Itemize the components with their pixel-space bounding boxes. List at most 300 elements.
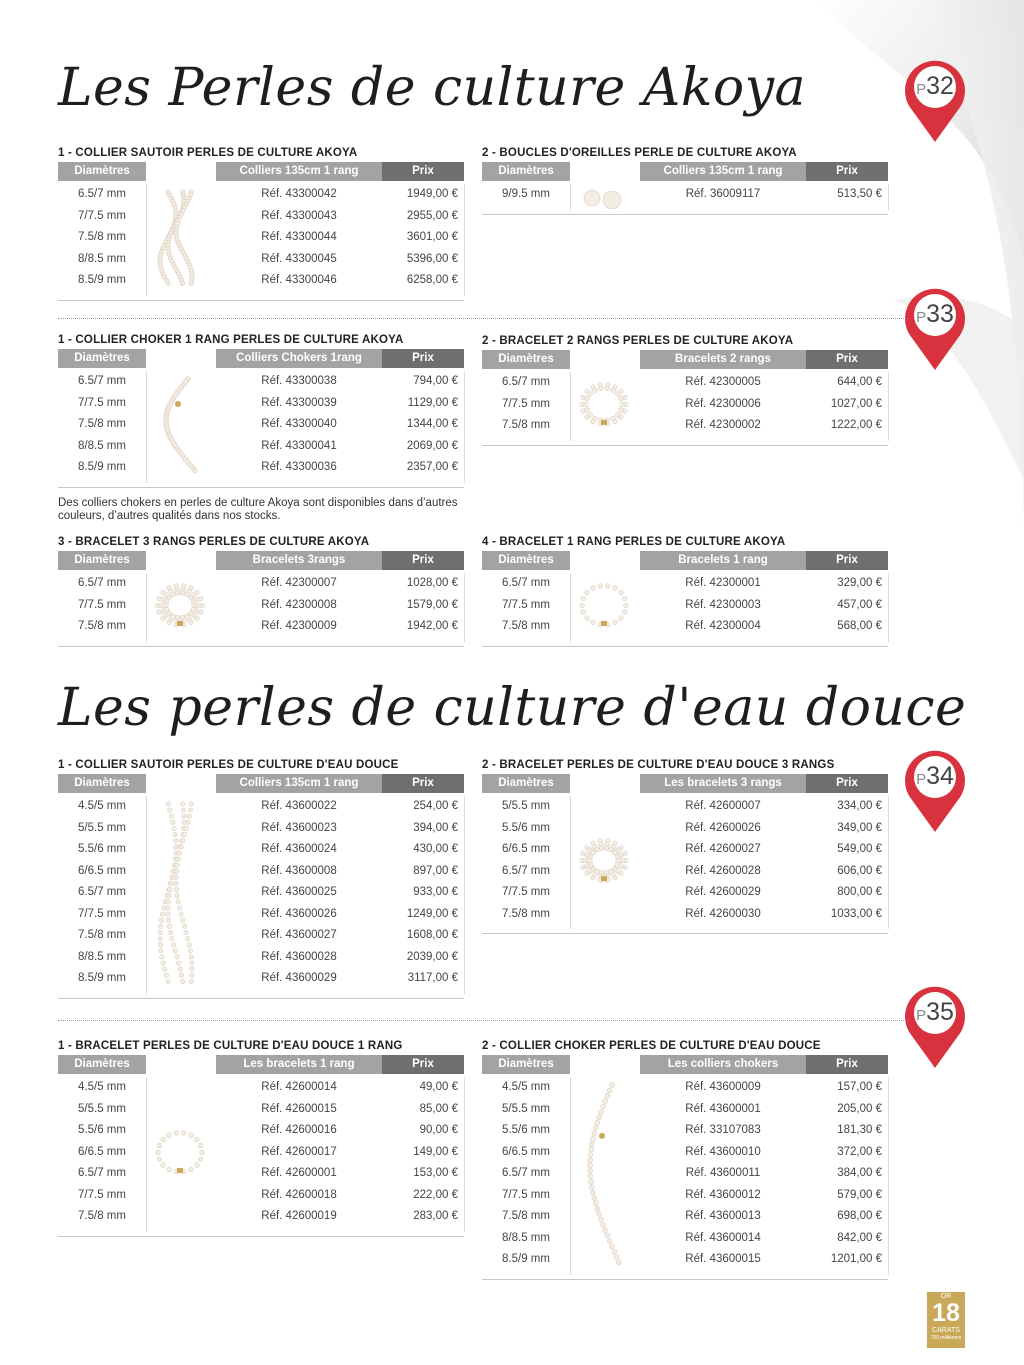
pin-prefix: P	[916, 81, 927, 98]
price-cell: 606,00 €	[837, 864, 882, 877]
reference-cell: Réf. 43600028	[261, 950, 337, 963]
product-block	[482, 756, 892, 925]
table-row	[58, 227, 468, 249]
product-title: 2 - COLLIER CHOKER PERLES DE CULTURE D'EAU DOUCE	[482, 1040, 821, 1052]
table-header	[58, 551, 468, 570]
table-row	[58, 1142, 468, 1164]
table-header	[58, 162, 468, 181]
diameter-cell: 7/7.5 mm	[502, 886, 550, 898]
logo-top: OR	[940, 1293, 952, 1300]
header-collection: Bracelets 1 rang	[640, 551, 806, 570]
diameter-cell: 6/6.5 mm	[502, 1145, 550, 1158]
table-row	[482, 394, 892, 416]
table-header	[482, 350, 892, 369]
pin-number: 34	[926, 762, 954, 790]
diameter-cell: 7.5/8 mm	[502, 1210, 550, 1222]
reference-cell: Réf. 43600011	[685, 1167, 761, 1179]
header-collection: Bracelets 2 rangs	[640, 350, 806, 369]
table-bottom-line	[482, 933, 888, 934]
price-cell: 2039,00 €	[406, 950, 458, 963]
price-cell: 222,00 €	[413, 1188, 458, 1201]
diameter-cell: 5/5.5 mm	[78, 1102, 126, 1115]
table-row	[58, 1206, 468, 1228]
pin-number: 32	[926, 72, 954, 100]
product-block	[482, 533, 892, 638]
diameter-cell: 6.5/7 mm	[78, 577, 126, 589]
dotted-separator	[58, 1020, 908, 1021]
price-cell: 1942,00 €	[406, 620, 458, 632]
header-prix: Prix	[382, 349, 464, 368]
price-cell: 430,00 €	[413, 843, 458, 855]
diameter-cell: 7/7.5 mm	[502, 598, 550, 611]
table-header	[482, 162, 892, 181]
price-cell: 283,00 €	[413, 1210, 458, 1222]
reference-cell: Réf. 42300003	[685, 598, 761, 611]
reference-cell: Réf. 43300040	[261, 418, 337, 430]
reference-cell: Réf. 42300006	[685, 397, 761, 410]
table-bottom-line	[482, 445, 888, 446]
table-row	[58, 882, 468, 904]
table-body	[482, 372, 892, 437]
price-cell: 549,00 €	[837, 843, 882, 855]
product-title: 2 - BOUCLES D'OREILLES PERLE DE CULTURE AKOYA	[482, 147, 797, 159]
price-cell: 3117,00 €	[407, 972, 458, 984]
table-row	[58, 184, 468, 206]
price-cell: 794,00 €	[413, 375, 458, 387]
table-row	[58, 947, 468, 969]
diameter-cell: 7/7.5 mm	[78, 598, 126, 611]
table-row	[58, 839, 468, 861]
table-row	[482, 882, 892, 904]
reference-cell: Réf. 43600010	[685, 1145, 761, 1158]
diameter-cell: 6.5/7 mm	[78, 375, 126, 387]
header-collection: Bracelets 3rangs	[216, 551, 382, 570]
header-prix: Prix	[806, 551, 888, 570]
page-pin-33	[902, 288, 968, 372]
table-row	[58, 457, 468, 479]
price-cell: 579,00 €	[837, 1188, 882, 1201]
table-row	[58, 968, 468, 990]
price-cell: 2955,00 €	[406, 209, 458, 222]
diameter-cell: 6.5/7 mm	[78, 1167, 126, 1179]
diameter-cell: 7/7.5 mm	[78, 907, 126, 920]
table-row	[58, 1120, 468, 1142]
header-diametres: Diamètres	[58, 551, 146, 570]
header-collection: Les bracelets 1 rang	[216, 1055, 382, 1074]
diameter-cell: 7/7.5 mm	[78, 396, 126, 409]
reference-cell: Réf. 42300001	[685, 577, 761, 589]
reference-cell: Réf. 43300036	[261, 461, 337, 473]
header-collection: Les bracelets 3 rangs	[640, 774, 806, 793]
table-row	[482, 573, 892, 595]
diameter-cell: 7.5/8 mm	[502, 907, 550, 920]
price-cell: 933,00 €	[413, 886, 458, 898]
price-cell: 49,00 €	[419, 1081, 458, 1093]
header-prix: Prix	[806, 162, 888, 181]
price-cell: 644,00 €	[837, 376, 882, 388]
table-row	[482, 839, 892, 861]
or-18-carats-logo	[927, 1292, 965, 1348]
reference-cell: Réf. 42600027	[685, 843, 761, 855]
table-row	[58, 818, 468, 840]
price-cell: 1201,00 €	[830, 1253, 882, 1265]
table-row	[58, 573, 468, 595]
logo-number: 18	[932, 1299, 960, 1327]
section-title-akoya: Les Perles de culture Akoya	[58, 58, 807, 118]
bracelet-1-row-image	[572, 575, 638, 640]
diameter-cell: 6.5/7 mm	[78, 188, 126, 200]
table-header	[58, 774, 468, 793]
price-cell: 384,00 €	[837, 1167, 882, 1179]
price-cell: 5396,00 €	[406, 252, 458, 265]
diameter-cell: 8.5/9 mm	[502, 1253, 550, 1265]
table-row	[482, 1142, 892, 1164]
table-body	[58, 573, 468, 638]
table-bottom-line	[58, 998, 464, 999]
table-header	[58, 1055, 468, 1074]
table-row	[58, 249, 468, 271]
reference-cell: Réf. 43600015	[685, 1253, 761, 1265]
price-cell: 153,00 €	[413, 1167, 458, 1179]
product-block	[58, 331, 468, 479]
table-row	[482, 861, 892, 883]
pearl-earrings-image	[572, 186, 638, 208]
price-cell: 394,00 €	[413, 821, 458, 834]
table-row	[58, 861, 468, 883]
pin-prefix: P	[916, 309, 927, 326]
product-block	[58, 756, 468, 990]
table-row	[58, 1185, 468, 1207]
table-bottom-line	[58, 646, 464, 647]
reference-cell: Réf. 43300038	[261, 375, 337, 387]
table-row	[58, 1077, 468, 1099]
reference-cell: Réf. 42600014	[261, 1081, 337, 1093]
header-collection: Colliers 135cm 1 rang	[216, 162, 382, 181]
diameter-cell: 6.5/7 mm	[502, 376, 550, 388]
table-row	[58, 206, 468, 228]
choker-necklace-image	[148, 373, 214, 481]
reference-cell: Réf. 36009117	[685, 188, 761, 200]
reference-cell: Réf. 42600029	[685, 886, 761, 898]
product-block	[58, 1037, 468, 1228]
header-prix: Prix	[382, 1055, 464, 1074]
table-bottom-line	[58, 1236, 464, 1237]
price-cell: 800,00 €	[837, 886, 882, 898]
logo-millièmes: 750 millièmes	[930, 1335, 962, 1341]
diameter-cell: 8/8.5 mm	[78, 439, 126, 452]
reference-cell: Réf. 43300045	[261, 252, 337, 265]
price-cell: 842,00 €	[837, 1231, 882, 1244]
page-pin-34	[902, 750, 968, 834]
price-cell: 1949,00 €	[406, 188, 458, 200]
table-row	[482, 1077, 892, 1099]
diameter-cell: 7.5/8 mm	[78, 929, 126, 941]
header-prix: Prix	[806, 1055, 888, 1074]
reference-cell: Réf. 42600001	[261, 1167, 337, 1179]
product-title: 2 - BRACELET 2 RANGS PERLES DE CULTURE AKOYA	[482, 335, 794, 347]
diameter-cell: 8/8.5 mm	[78, 950, 126, 963]
price-cell: 1027,00 €	[830, 397, 882, 410]
table-row	[58, 616, 468, 638]
price-cell: 1249,00 €	[406, 907, 458, 920]
diameter-cell: 5/5.5 mm	[78, 821, 126, 834]
diameter-cell: 7.5/8 mm	[502, 419, 550, 431]
header-prix: Prix	[382, 774, 464, 793]
product-title: 3 - BRACELET 3 RANGS PERLES DE CULTURE AKOYA	[58, 536, 370, 548]
table-row	[482, 1249, 892, 1271]
diameter-cell: 7.5/8 mm	[78, 1210, 126, 1222]
price-cell: 205,00 €	[837, 1102, 882, 1115]
diameter-cell: 7.5/8 mm	[78, 620, 126, 632]
diameter-cell: 5.5/6 mm	[502, 821, 550, 834]
product-block	[482, 332, 892, 437]
price-cell: 1222,00 €	[830, 419, 882, 431]
table-body	[482, 1077, 892, 1271]
pin-prefix: P	[916, 771, 927, 788]
header-collection: Les colliers chokers	[640, 1055, 806, 1074]
table-bottom-line	[482, 1279, 888, 1280]
diameter-cell: 6.5/7 mm	[502, 864, 550, 877]
diameter-cell: 5/5.5 mm	[502, 1102, 550, 1115]
diameter-cell: 4.5/5 mm	[78, 800, 126, 812]
reference-cell: Réf. 43600013	[685, 1210, 761, 1222]
header-prix: Prix	[382, 551, 464, 570]
header-diametres: Diamètres	[482, 1055, 570, 1074]
reference-cell: Réf. 43600025	[261, 886, 337, 898]
diameter-cell: 6/6.5 mm	[78, 1145, 126, 1158]
table-row	[58, 1163, 468, 1185]
table-row	[482, 595, 892, 617]
reference-cell: Réf. 43300041	[261, 439, 337, 452]
table-row	[482, 1228, 892, 1250]
table-row	[58, 1099, 468, 1121]
reference-cell: Réf. 43600008	[261, 864, 337, 877]
price-cell: 1579,00 €	[406, 598, 458, 611]
diameter-cell: 4.5/5 mm	[502, 1081, 550, 1093]
logo-carats: CARATS	[932, 1327, 960, 1334]
table-row	[58, 414, 468, 436]
product-title: 1 - COLLIER CHOKER 1 RANG PERLES DE CULTURE AKOYA	[58, 334, 404, 346]
diameter-cell: 7.5/8 mm	[502, 620, 550, 632]
table-row	[482, 1163, 892, 1185]
price-cell: 3601,00 €	[406, 231, 458, 243]
table-row	[482, 1185, 892, 1207]
section-title-eau-douce: Les perles de culture d'eau douce	[58, 678, 967, 738]
table-row	[482, 184, 892, 206]
reference-cell: Réf. 43600009	[685, 1081, 761, 1093]
reference-cell: Réf. 43600027	[261, 929, 337, 941]
pin-number: 33	[926, 300, 954, 328]
price-cell: 6258,00 €	[406, 274, 458, 286]
price-cell: 90,00 €	[419, 1124, 458, 1136]
reference-cell: Réf. 43300042	[261, 188, 337, 200]
reference-cell: Réf. 43300046	[261, 274, 337, 286]
akoya-choker-note: Des colliers chokers en perles de culture Akoya sont disponibles dans d’autres couleurs, d’autres qualités dans nos stocks.	[58, 497, 458, 522]
diameter-cell: 6.5/7 mm	[502, 1167, 550, 1179]
product-title: 2 - BRACELET PERLES DE CULTURE D'EAU DOUCE 3 RANGS	[482, 759, 835, 771]
header-diametres: Diamètres	[58, 162, 146, 181]
dotted-separator	[58, 318, 908, 319]
table-bottom-line	[482, 214, 888, 215]
reference-cell: Réf. 42600030	[685, 907, 761, 920]
reference-cell: Réf. 42600015	[261, 1102, 337, 1115]
reference-cell: Réf. 43600026	[261, 907, 337, 920]
table-header	[58, 349, 468, 368]
product-title: 1 - COLLIER SAUTOIR PERLES DE CULTURE D'EAU DOUCE	[58, 759, 399, 771]
table-row	[482, 796, 892, 818]
pin-number: 35	[926, 998, 954, 1026]
diameter-cell: 8.5/9 mm	[78, 274, 126, 286]
table-row	[58, 270, 468, 292]
diameter-cell: 5.5/6 mm	[78, 843, 126, 855]
price-cell: 698,00 €	[837, 1210, 882, 1222]
reference-cell: Réf. 42600007	[685, 800, 761, 812]
table-body	[58, 796, 468, 990]
reference-cell: Réf. 42300008	[261, 598, 337, 611]
table-row	[58, 796, 468, 818]
price-cell: 181,30 €	[837, 1124, 882, 1136]
diameter-cell: 7/7.5 mm	[78, 1188, 126, 1201]
table-row	[58, 904, 468, 926]
table-body	[482, 184, 892, 206]
price-cell: 2069,00 €	[406, 439, 458, 452]
reference-cell: Réf. 43600014	[685, 1231, 761, 1244]
reference-cell: Réf. 42300009	[261, 620, 337, 632]
diameter-cell: 7/7.5 mm	[502, 397, 550, 410]
reference-cell: Réf. 43300039	[261, 396, 337, 409]
reference-cell: Réf. 43300043	[261, 209, 337, 222]
reference-cell: Réf. 43600022	[261, 800, 337, 812]
table-row	[482, 1120, 892, 1142]
pin-prefix: P	[916, 1007, 927, 1024]
freshwater-long-necklace-image	[148, 798, 214, 992]
diameter-cell: 8/8.5 mm	[502, 1231, 550, 1244]
table-row	[482, 818, 892, 840]
freshwater-bracelet-1-row-image	[148, 1079, 214, 1230]
reference-cell: Réf. 42300007	[261, 577, 337, 589]
diameter-cell: 8.5/9 mm	[78, 461, 126, 473]
product-title: 1 - COLLIER SAUTOIR PERLES DE CULTURE AKOYA	[58, 147, 358, 159]
table-body	[482, 796, 892, 925]
header-collection: Colliers 135cm 1 rang	[216, 774, 382, 793]
diameter-cell: 7/7.5 mm	[78, 209, 126, 222]
header-collection: Colliers 135cm 1 rang	[640, 162, 806, 181]
price-cell: 334,00 €	[837, 800, 882, 812]
diameter-cell: 6/6.5 mm	[502, 843, 550, 855]
product-title: 4 - BRACELET 1 RANG PERLES DE CULTURE AKOYA	[482, 536, 786, 548]
reference-cell: Réf. 43600001	[685, 1102, 761, 1115]
bracelet-2-rows-image	[572, 374, 638, 439]
price-cell: 372,00 €	[837, 1145, 882, 1158]
diameter-cell: 6.5/7 mm	[78, 886, 126, 898]
product-block	[482, 144, 892, 206]
reference-cell: Réf. 43600024	[261, 843, 337, 855]
price-cell: 1344,00 €	[406, 418, 458, 430]
table-row	[58, 436, 468, 458]
reference-cell: Réf. 33107083	[685, 1124, 761, 1136]
reference-cell: Réf. 42600026	[685, 821, 761, 834]
table-row	[482, 372, 892, 394]
table-row	[482, 415, 892, 437]
header-collection: Colliers Chokers 1rang	[216, 349, 382, 368]
header-diametres: Diamètres	[482, 774, 570, 793]
price-cell: 1608,00 €	[406, 929, 458, 941]
freshwater-bracelet-3-rows-image	[572, 798, 638, 927]
page-pin-35	[902, 986, 968, 1070]
page-pin-32	[902, 60, 968, 144]
table-header	[482, 1055, 892, 1074]
diameter-cell: 6/6.5 mm	[78, 864, 126, 877]
header-diametres: Diamètres	[58, 774, 146, 793]
price-cell: 1028,00 €	[406, 577, 458, 589]
price-cell: 85,00 €	[419, 1102, 458, 1115]
reference-cell: Réf. 43600023	[261, 821, 337, 834]
price-cell: 329,00 €	[837, 577, 882, 589]
long-pearl-necklace-image	[148, 186, 214, 294]
header-diametres: Diamètres	[482, 162, 570, 181]
reference-cell: Réf. 42300002	[685, 419, 761, 431]
diameter-cell: 4.5/5 mm	[78, 1081, 126, 1093]
header-diametres: Diamètres	[58, 1055, 146, 1074]
table-bottom-line	[58, 487, 464, 488]
header-diametres: Diamètres	[482, 350, 570, 369]
price-cell: 2357,00 €	[406, 461, 458, 473]
header-prix: Prix	[806, 774, 888, 793]
table-row	[482, 904, 892, 926]
product-title: 1 - BRACELET PERLES DE CULTURE D'EAU DOUCE 1 RANG	[58, 1040, 403, 1052]
table-row	[482, 1099, 892, 1121]
product-block	[482, 1037, 892, 1271]
header-prix: Prix	[382, 162, 464, 181]
diameter-cell: 8.5/9 mm	[78, 972, 126, 984]
table-row	[482, 1206, 892, 1228]
reference-cell: Réf. 42600019	[261, 1210, 337, 1222]
header-diametres: Diamètres	[482, 551, 570, 570]
reference-cell: Réf. 42600018	[261, 1188, 337, 1201]
bracelet-3-rows-image	[148, 575, 214, 640]
price-cell: 1129,00 €	[407, 396, 458, 409]
price-cell: 149,00 €	[413, 1145, 458, 1158]
table-body	[58, 1077, 468, 1228]
reference-cell: Réf. 43600029	[261, 972, 337, 984]
reference-cell: Réf. 42600016	[261, 1124, 337, 1136]
diameter-cell: 6.5/7 mm	[502, 577, 550, 589]
reference-cell: Réf. 43600012	[685, 1188, 761, 1201]
diameter-cell: 5.5/6 mm	[502, 1124, 550, 1136]
reference-cell: Réf. 42600017	[261, 1145, 337, 1158]
price-cell: 1033,00 €	[830, 907, 882, 920]
table-bottom-line	[482, 646, 888, 647]
table-row	[58, 925, 468, 947]
table-body	[58, 371, 468, 479]
diameter-cell: 8/8.5 mm	[78, 252, 126, 265]
table-row	[58, 393, 468, 415]
table-bottom-line	[58, 300, 464, 301]
price-cell: 254,00 €	[413, 800, 458, 812]
diameter-cell: 7/7.5 mm	[502, 1188, 550, 1201]
diameter-cell: 5.5/6 mm	[78, 1124, 126, 1136]
diameter-cell: 5/5.5 mm	[502, 800, 550, 812]
price-cell: 457,00 €	[837, 598, 882, 611]
table-row	[58, 371, 468, 393]
product-block	[58, 144, 468, 292]
price-cell: 157,00 €	[837, 1081, 882, 1093]
price-cell: 349,00 €	[837, 821, 882, 834]
diameter-cell: 7.5/8 mm	[78, 231, 126, 243]
reference-cell: Réf. 43300044	[261, 231, 337, 243]
table-row	[482, 616, 892, 638]
header-diametres: Diamètres	[58, 349, 146, 368]
